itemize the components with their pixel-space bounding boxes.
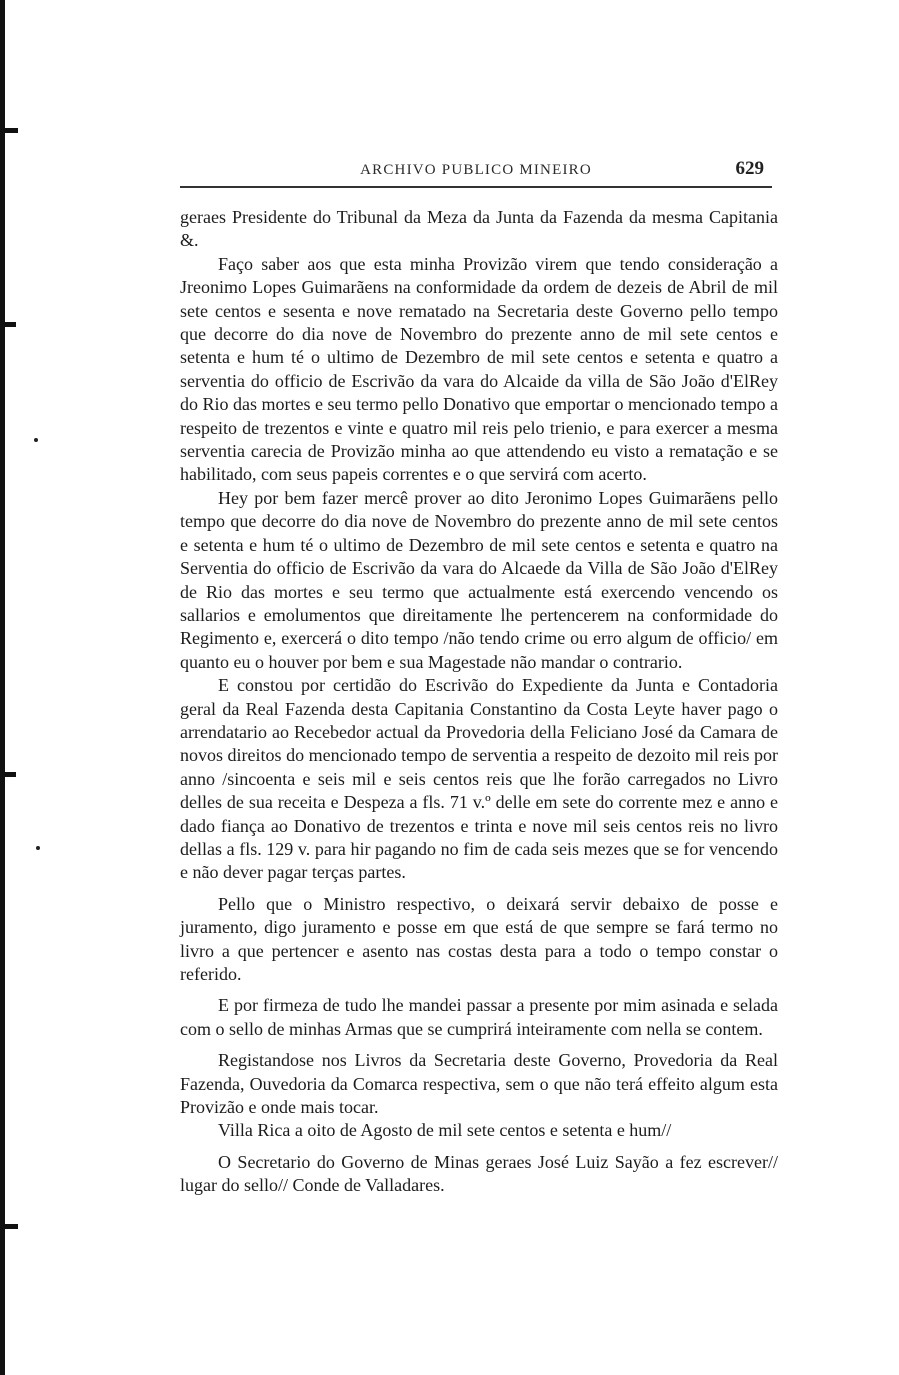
page-binding-edge xyxy=(0,0,5,1375)
paragraph: E por firmeza de tudo lhe mandei passar a presente por mim asinada e selada com o sello de minhas Armas que se cumprirá inteiramente com nella se contem. xyxy=(180,995,778,1039)
edge-mark xyxy=(0,772,16,777)
paragraph: Pello que o Ministro respectivo, o deixará servir debaixo de posse e juramento, digo juramento e posse em que está de que sempre se fará termo no livro a que pertencer e asento nas costas desta para a todo o tempo constar o referido. xyxy=(180,893,778,984)
edge-mark xyxy=(0,322,16,327)
edge-mark xyxy=(0,1224,18,1229)
ink-speck xyxy=(36,846,40,850)
paragraph: O Secretario do Governo de Minas geraes José Luiz Sayão a fez escrever// lugar do sello// Conde de Valladares. xyxy=(180,1151,778,1196)
paragraph: Hey por bem fazer mercê prover ao dito Jeronimo Lopes Guimarãens pello tempo que decorre do dia nove de Novembro do prezente anno de mil sete centos e setenta e hum té o ultimo de Dezembro de mil sete centos e setenta e quatro na Serventia do officio de Escrivão da vara do Alcaede da Villa de São João d'ElRey de Rio das mortes e seu termo que actualmente está exercendo vencendo os sallarios e emolumentos que direitamente lhe pertencerem na conformidade do Regimento e, exercerá o dito tempo /não tendo crime ou erro algum de officio/ em quanto eu o houver por bem e sua Magestade não mandar o contrario. xyxy=(180,487,778,672)
paragraph: E constou por certidão do Escrivão do Expediente da Junta e Contadoria geral da Real Fazenda desta Capitania Constantino da Costa Leyte haver pago o arrendatario ao Recebedor actual da Provedoria della Feliciano José da Camara de novos direitos do mencionado tempo de serventia a respeito de dezoito mil reis por anno /sincoenta e seis mil e seis centos reis que lhe forão carregados no Livro delles de sua receita e Despeza a fls. 71 v.º delle em sete do corrente mez e anno e dado fiança ao Donativo de trezentos e trinta e nove mil seis centos reis no livro dellas a fls. 129 v. para hir pagando no fim de cada seis mezes que se for vencendo e não dever pagar terças partes. xyxy=(180,675,778,883)
ink-speck xyxy=(34,438,38,442)
running-head xyxy=(180,152,772,182)
paragraph: Faço saber aos que esta minha Provizão virem que tendo consideração a Jreonimo Lopes Guimarãens na conformidade da ordem de dezeis de Abril de mil sete centos e sesenta e nove rematado na Secretaria deste Governo pello tempo que decorre do dia nove de Novembro do prezente anno de mil sete centos e setenta e hum té o ultimo de Dezembro de mil sete centos e setenta e quatro a serventia do officio de Escrivão da vara do Alcaide da villa de São João d'ElRey do Rio das mortes e seu termo pello Donativo que emportar o mencionado tempo a respeito de trezentos e vinte e quatro mil reis pelo trienio, e para exercer a mesma serventia carecia de Provizão minha ao que attendendo eu visto a rematação e se habilitado, com seus papeis correntes e o que servirá com acerto. xyxy=(180,253,778,485)
journal-title: ARCHIVO PUBLICO MINEIRO xyxy=(360,162,592,178)
page-number: 629 xyxy=(735,158,764,179)
document-body xyxy=(180,206,778,1198)
edge-mark xyxy=(0,128,18,133)
paragraph: Villa Rica a oito de Agosto de mil sete centos e setenta e hum// xyxy=(218,1120,672,1141)
paragraph: geraes Presidente do Tribunal da Meza da Junta da Fazenda da mesma Capitania &. xyxy=(180,207,778,251)
paragraph: Registandose nos Livros da Secretaria deste Governo, Provedoria da Real Fazenda, Ouvedoria da Comarca respectiva, sem o que não terá effeito algum esta Provizão e onde mais tocar. xyxy=(180,1050,778,1118)
header-rule xyxy=(180,186,772,188)
